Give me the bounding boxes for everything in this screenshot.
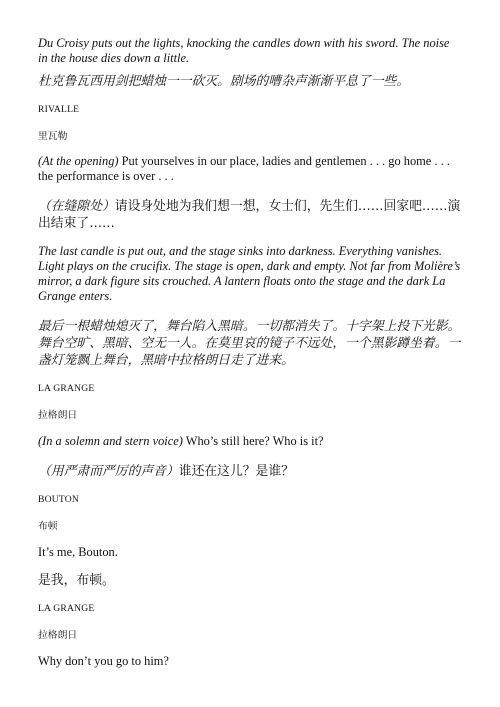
speaker-name-zh: 布顿 [38, 521, 58, 532]
stage-direction-zh: 最后一根蜡烛熄灭了，舞台陷入黑暗。一切都消失了。十字架上投下光影。舞台空旷、黑暗、空无一人。在莫里哀的镜子不远处，一个黑影蹲坐着。一盏灯笼飘上舞台，黑暗中拉格朗日走了进来。 [38, 319, 461, 368]
speaker-name-zh: 拉格朗日 [38, 410, 78, 421]
dialogue-line-zh: 是我，布顿。 [38, 573, 115, 588]
dialogue-line-en [38, 434, 462, 449]
stage-direction-en: The last candle is put out, and the stage sinks into darkness. Everything vanishes. Light plays on the crucifix. The stage is open, dark and empty. Not far from Molière’s mirror, a dark figure sits crouched. A lantern floats onto the stage and the dark La Grange enters. [38, 244, 461, 303]
dialogue-text-en: Put yourselves in our place, ladies and gentlemen . . . go home . . . the performance is over . . . [38, 154, 450, 183]
speaker-name-en: BOUTON [38, 494, 79, 505]
speaker-name-en: LA GRANGE [38, 383, 95, 394]
stage-note-en: (At the opening) [38, 154, 119, 168]
dialogue-line-en: Why don’t you go to him? [38, 654, 169, 668]
dialogue-text-zh: 谁还在这儿？是谁？ [178, 464, 294, 479]
dialogue-text-en: Who’s still here? Who is it? [182, 434, 324, 448]
speaker-name-zh: 里瓦勒 [38, 131, 68, 142]
stage-note-en: (In a solemn and stern voice) [38, 434, 183, 448]
stage-note-zh: （在缝隙处） [38, 199, 115, 214]
speaker-name-en: RIVALLE [38, 104, 80, 115]
dialogue-line-zh [38, 463, 462, 480]
stage-direction-en: Du Croisy puts out the lights, knocking the candles down with his sword. The noise in the house dies down a little. [38, 36, 450, 65]
stage-note-zh: （用严肃而严厉的声音） [38, 464, 179, 479]
speaker-name-en: LA GRANGE [38, 603, 95, 614]
dialogue-text-zh: 请设身处地为我们想一想，女士们，先生们……回家吧……演出结束了…… [38, 199, 461, 231]
dialogue-line-en [38, 154, 462, 184]
dialogue-line-en: It’s me, Bouton. [38, 545, 118, 559]
stage-direction-zh: 杜克鲁瓦西用剑把蜡烛一一砍灭。剧场的嘈杂声渐渐平息了一些。 [38, 74, 410, 89]
dialogue-line-zh [38, 198, 462, 232]
speaker-name-zh: 拉格朗日 [38, 630, 78, 641]
